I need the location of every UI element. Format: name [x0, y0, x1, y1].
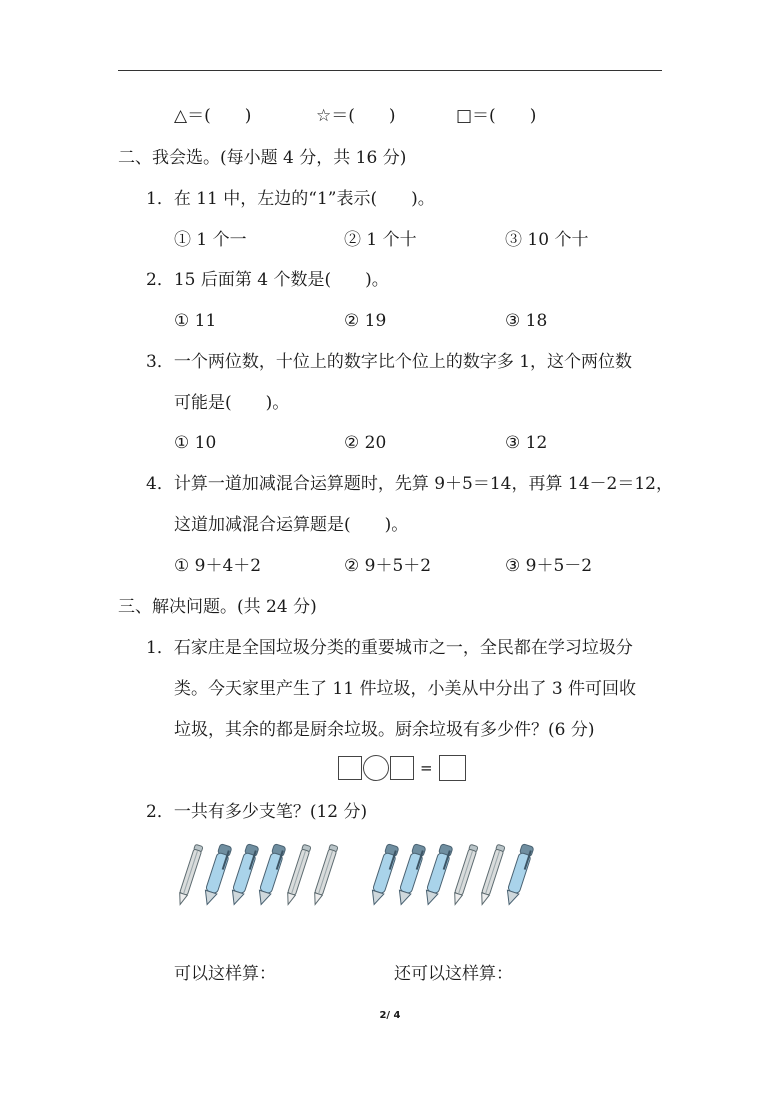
answer-box-2[interactable]: [390, 756, 414, 780]
q2-option-1: ① 11: [174, 311, 217, 331]
operator-circle[interactable]: [363, 755, 389, 781]
square-blank: □＝( ): [456, 106, 537, 126]
q2-stem: 2．15 后面第 4 个数是( )。: [146, 270, 389, 290]
pen-icon: [503, 844, 534, 907]
q4-option-3: ③ 9＋5－2: [505, 556, 593, 576]
pen-icon: [201, 844, 232, 907]
s3-q1-line1: 1．石家庄是全国垃圾分类的重要城市之一，全民都在学习垃圾分: [146, 638, 633, 658]
header-rule: [118, 70, 662, 71]
s3-q1-line3: 垃圾，其余的都是厨余垃圾。厨余垃圾有多少件？(6 分): [174, 720, 595, 740]
pen-icon: [370, 844, 399, 907]
pen-icon: [422, 844, 453, 907]
pencil-icon: [284, 844, 311, 905]
q4-stem-line1: 4．计算一道加减混合运算题时，先算 9＋5＝14，再算 14－2＝12，: [146, 474, 673, 494]
page-number: 2/ 4: [379, 1010, 401, 1021]
section3-heading: 三、解决问题。(共 24 分): [118, 597, 317, 617]
pencil-icon: [311, 844, 338, 905]
q1-stem: 1．在 11 中，左边的“1”表示( )。: [146, 189, 435, 209]
q3-option-3: ③ 12: [505, 433, 548, 453]
q1-option-2: ② 1 个十: [344, 230, 417, 250]
q4-option-2: ② 9＋5＋2: [344, 556, 432, 576]
q1-option-1: ① 1 个一: [174, 230, 247, 250]
method-2-label: 还可以这样算：: [394, 964, 513, 984]
pen-icon: [255, 844, 286, 907]
q4-option-1: ① 9＋4＋2: [174, 556, 262, 576]
triangle-blank: △＝( ): [174, 106, 252, 126]
q2-option-3: ③ 18: [505, 311, 548, 331]
method-1-label: 可以这样算：: [174, 964, 276, 984]
q3-stem-line1: 3．一个两位数，十位上的数字比个位上的数字多 1，这个两位数: [146, 352, 633, 372]
s3-q1-line2: 类。今天家里产生了 11 件垃圾，小美从中分出了 3 件可回收: [174, 679, 637, 699]
pen-group-right: [370, 838, 540, 910]
q3-stem-line2: 可能是( )。: [174, 393, 290, 413]
pen-icon: [395, 844, 426, 907]
answer-box-1[interactable]: [338, 756, 362, 780]
star-blank: ☆＝( ): [316, 106, 396, 126]
q1-option-3: ③ 10 个十: [505, 230, 589, 250]
q4-stem-line2: 这道加减混合运算题是( )。: [174, 515, 409, 535]
pen-icon: [228, 844, 259, 907]
equals-sign: =: [420, 759, 433, 777]
answer-box-result[interactable]: [439, 755, 466, 781]
pencil-icon: [176, 844, 203, 905]
pen-group-left: [176, 838, 346, 910]
section2-heading: 二、我会选。(每小题 4 分，共 16 分): [118, 148, 407, 168]
q3-option-2: ② 20: [344, 433, 387, 453]
s3-q2-stem: 2．一共有多少支笔？(12 分): [146, 802, 368, 822]
pencil-icon: [451, 844, 478, 905]
pencil-icon: [478, 844, 505, 905]
q3-option-1: ① 10: [174, 433, 217, 453]
q2-option-2: ② 19: [344, 311, 387, 331]
equation-frame: [338, 754, 466, 782]
